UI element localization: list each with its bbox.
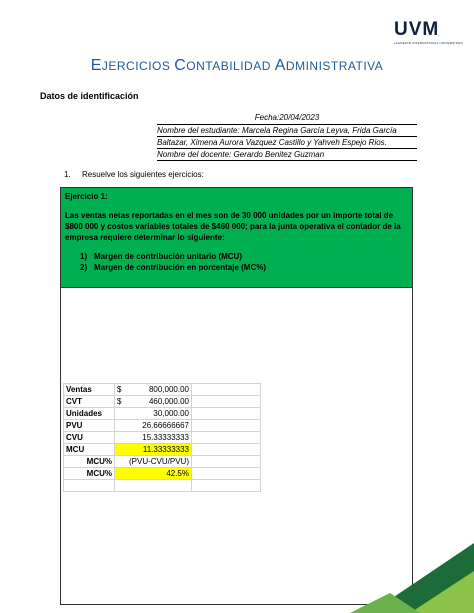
empty-cell	[192, 408, 261, 420]
row-label: MCU%	[64, 456, 115, 468]
exercise-list	[65, 251, 408, 273]
value-text: 30,000.00	[153, 409, 189, 418]
student-line-1: Nombre del estudiante: Marcela Regina García Leyva, Frida García	[157, 124, 417, 137]
exercise-title: Ejercicio 1:	[65, 192, 108, 201]
instruction-number: 1.	[64, 170, 71, 179]
row-label: CVU	[64, 432, 115, 444]
row-value	[115, 432, 192, 444]
title-word-1: EJERCICIOS	[90, 57, 175, 74]
value-text: 800,000.00	[148, 385, 189, 394]
row-value	[115, 420, 192, 432]
empty-cell	[192, 432, 261, 444]
table-row	[64, 384, 261, 396]
empty-cell	[192, 444, 261, 456]
row-value	[115, 396, 192, 408]
footer-decoration	[350, 533, 474, 613]
exercise-body: Las ventas netas reportadas en el mes son de 30 000 unidades por un importe total de $800 000 y costos variables totales de $460 000; para la junta operativa el contador de la empresa requiere determinar lo siguiente:	[65, 211, 401, 242]
identification-block	[157, 112, 417, 161]
row-label: MCU	[64, 444, 115, 456]
instruction-text: Resuelve los siguientes ejercicios:	[82, 170, 204, 179]
page-title	[0, 57, 474, 75]
row-value	[115, 456, 192, 468]
section-label: Datos de identificación	[40, 91, 139, 101]
table-row	[64, 408, 261, 420]
table-row	[64, 480, 261, 492]
teacher-line: Nombre del docente: Gerardo Benitez Guzman	[157, 149, 417, 161]
row-value	[115, 480, 192, 492]
value-text: 11.33333333	[142, 445, 189, 454]
empty-cell	[192, 468, 261, 480]
table-row	[64, 468, 261, 480]
empty-cell	[192, 396, 261, 408]
exercise-item: 1) Margen de contribución unitario (MCU)	[80, 252, 242, 261]
row-label	[64, 480, 115, 492]
empty-cell	[192, 456, 261, 468]
uvm-logo	[394, 19, 463, 46]
value-text: 460,000.00	[148, 397, 189, 406]
calculation-table	[63, 383, 261, 492]
value-text: 15.33333333	[142, 433, 189, 442]
instruction	[64, 170, 204, 179]
table-row	[64, 420, 261, 432]
currency-symbol: $	[117, 397, 122, 406]
value-text: (PVU-CVU/PVU)	[128, 457, 189, 466]
table-row	[64, 396, 261, 408]
row-value	[115, 408, 192, 420]
exercise-box	[60, 187, 413, 288]
logo-text: UVM	[394, 19, 440, 40]
empty-cell	[192, 384, 261, 396]
row-value	[115, 468, 192, 480]
row-label: CVT	[64, 396, 115, 408]
value-text: 42.5%	[166, 469, 189, 478]
title-word-2: CONTABILIDAD	[174, 57, 275, 74]
currency-symbol: $	[117, 385, 122, 394]
row-label: PVU	[64, 420, 115, 432]
table-row	[64, 432, 261, 444]
row-label: Unidades	[64, 408, 115, 420]
table-row	[64, 444, 261, 456]
date-field: Fecha:20/04/2023	[254, 113, 320, 122]
empty-cell	[192, 420, 261, 432]
row-value	[115, 384, 192, 396]
table-row	[64, 456, 261, 468]
row-label: MCU%	[64, 468, 115, 480]
row-value	[115, 444, 192, 456]
logo-subtitle: LAUREATE INTERNATIONAL UNIVERSITIES	[394, 41, 463, 45]
title-word-3: ADMINISTRATIVA	[274, 57, 384, 74]
exercise-item: 2) Margen de contribución en porcentaje (MC%)	[80, 263, 267, 272]
row-label: Ventas	[64, 384, 115, 396]
value-text: 26.66666667	[142, 421, 189, 430]
student-line-2: Baltazar, Ximena Aurora Vazquez Castillo y Yahveh Espejo Rios.	[157, 137, 417, 149]
empty-cell	[192, 480, 261, 492]
